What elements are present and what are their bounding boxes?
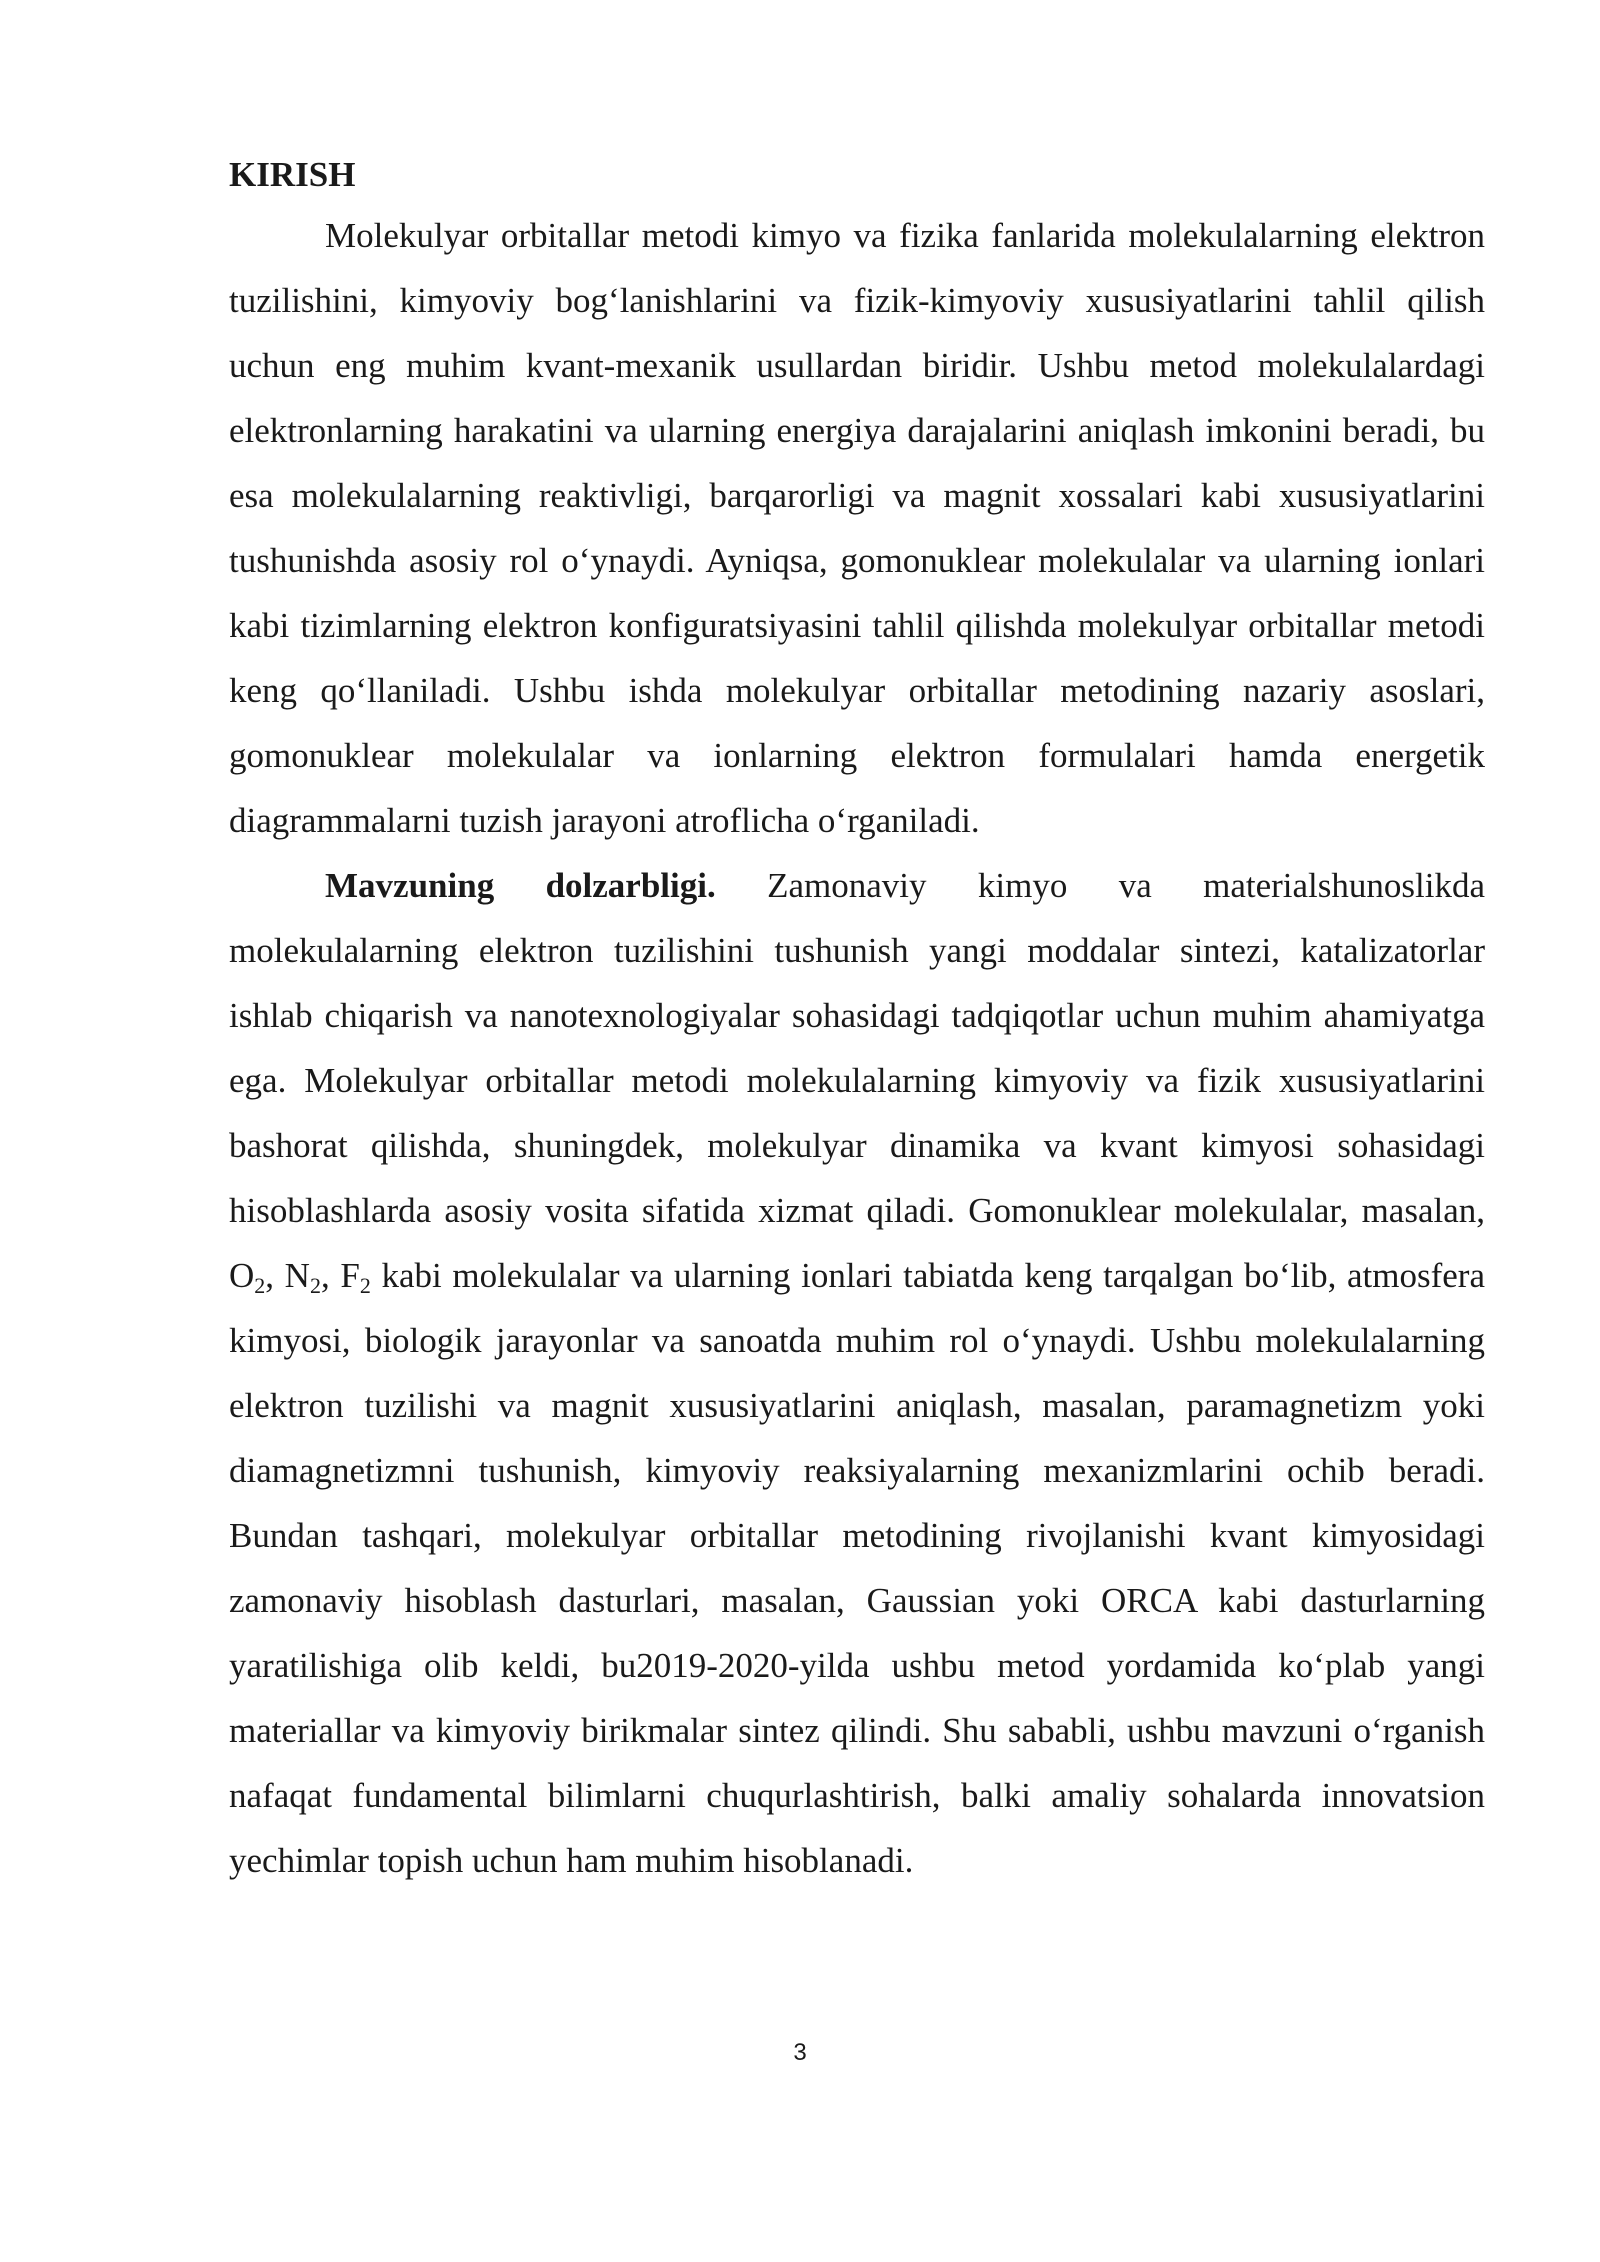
section-heading: KIRISH bbox=[229, 155, 356, 194]
document-page bbox=[229, 150, 1485, 1893]
formula-f2: $F_2$ bbox=[340, 1256, 371, 1298]
intro-paragraph: Molekulyar orbitallar metodi kimyo va fizika fanlarida molekulalarning elektron tuzilishini, kimyoviy bog‘lanishlarini va fizik-kimyoviy xususiyatlarini tahlil qilish uchun eng muhim kvant-mexanik usullardan biridir. Ushbu metod molekulalardagi elektronlarning harakatini va ularning energiya darajalarini aniqlash imkonini beradi, bu esa molekulalarning reaktivligi, barqarorligi va magnit xossalari kabi xususiyatlarini tushunishda asosiy rol o‘ynaydi. Ayniqsa, gomonuklear molekulalar va ularning ionlari kabi tizimlarning elektron konfiguratsiyasini tahlil qilishda molekulyar orbitallar metodi keng qo‘llaniladi. Ushbu ishda molekulyar orbitallar metodining nazariy asoslari, gomonuklear molekulalar va ionlarning elektron formulalari hamda energetik diagrammalarni tuzish jarayoni atroflicha o‘rganiladi. bbox=[229, 216, 1485, 840]
relevance-lead: Mavzuning dolzarbligi. bbox=[325, 866, 716, 905]
relevance-text-part-1: Zamonaviy kimyo va materialshunoslikda molekulalarning elektron tuzilishini tushunish yangi moddalar sintezi, katalizatorlar ishlab chiqarish va nanotexnologiyalar sohasidagi tadqiqotlar uchun muhim ahamiyatga ega. Molekulyar orbitallar metodi molekulalarning kimyoviy va fizik xususiyatlarini bashorat qilishda, shuningdek, molekulyar dinamika va kvant kimyosi sohasidagi hisoblashlarda asosiy vosita sifatida xizmat qiladi. Gomonuklear molekulalar, masalan, bbox=[229, 866, 1485, 1230]
formula-o2: $O_2$ bbox=[229, 1256, 266, 1298]
relevance-paragraph: Mavzuning dolzarbligi. Zamonaviy kimyo va materialshunoslikda molekulalarning elektron tuzilishini tushunish yangi moddalar sintezi, katalizatorlar ishlab chiqarish va nanotexnologiyalar sohasidagi tadqiqotlar uchun muhim ahamiyatga ega. Molekulyar orbitallar metodi molekulalarning kimyoviy va fizik xususiyatlarini bashorat qilishda, shuningdek, molekulyar dinamika va kvant kimyosi sohasidagi hisoblashlarda asosiy vosita sifatida xizmat qiladi. Gomonuklear molekulalar, masalan, $O_2$, $N_2$, $F_2$ kabi molekulalar va ularning ionlari tabiatda keng tarqalgan bo‘lib, atmosfera kimyosi, biologik jarayonlar va sanoatda muhim rol o‘ynaydi. Ushbu molekulalarning elektron tuzilishi va magnit xususiyatlarini aniqlash, masalan, paramagnetizm yoki diamagnetizmni tushunish, kimyoviy reaksiyalarning mexanizmlarini ochib beradi. Bundan tashqari, molekulyar orbitallar metodining rivojlanishi kvant kimyosidagi zamonaviy hisoblash dasturlari, masalan, Gaussian yoki ORCA kabi dasturlarning yaratilishiga olib keldi, bu2019-2020-yilda ushbu metod yordamida ko‘plab yangi materiallar va kimyoviy birikmalar sintez qilindi. Shu sababli, ushbu mavzuni o‘rganish nafaqat fundamental bilimlarni chuqurlashtirish, balki amaliy sohalarda innovatsion yechimlar topish uchun ham muhim hisoblanadi. bbox=[229, 866, 1485, 1880]
page-number: 3 bbox=[793, 2039, 807, 2066]
formula-n2: $N_2$ bbox=[284, 1256, 321, 1298]
relevance-text-part-2: kabi molekulalar va ularning ionlari tabiatda keng tarqalgan bo‘lib, atmosfera kimyosi, biologik jarayonlar va sanoatda muhim rol o‘ynaydi. Ushbu molekulalarning elektron tuzilishi va magnit xususiyatlarini aniqlash, masalan, paramagnetizm yoki diamagnetizmni tushunish, kimyoviy reaksiyalarning mexanizmlarini ochib beradi. Bundan tashqari, molekulyar orbitallar metodining rivojlanishi kvant kimyosidagi zamonaviy hisoblash dasturlari, masalan, Gaussian yoki ORCA kabi dasturlarning yaratilishiga olib keldi, bu2019-2020-yilda ushbu metod yordamida ko‘plab yangi materiallar va kimyoviy birikmalar sintez qilindi. Shu sababli, ushbu mavzuni o‘rganish nafaqat fundamental bilimlarni chuqurlashtirish, balki amaliy sohalarda innovatsion yechimlar topish uchun ham muhim hisoblanadi. bbox=[229, 1256, 1485, 1880]
